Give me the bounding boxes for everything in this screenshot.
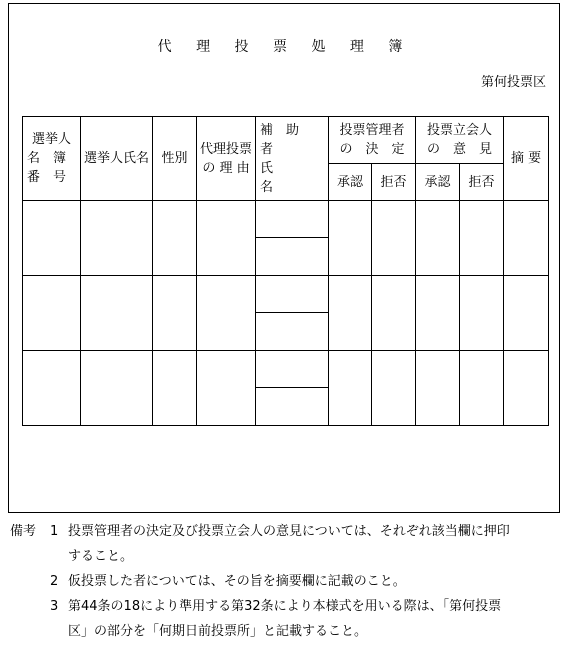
cell-elector-number[interactable] bbox=[23, 351, 81, 426]
header-manager-approve: 承認 bbox=[329, 164, 372, 201]
cell-assistant-1[interactable] bbox=[256, 351, 328, 388]
header-witness-opinion: 投票立会人 の 意 見 bbox=[416, 117, 504, 164]
cell-witness-approve[interactable] bbox=[416, 201, 460, 276]
note-number: 3 bbox=[50, 599, 59, 614]
table-row bbox=[23, 351, 549, 426]
header-elector-number: 選挙人 名 簿 番 号 bbox=[23, 117, 81, 201]
header-witness-approve: 承認 bbox=[416, 164, 460, 201]
document-title: 代 理 投 票 処 理 簿 bbox=[157, 39, 413, 55]
cell-elector-name[interactable] bbox=[81, 201, 153, 276]
note-text-line: 投票管理者の決定及び投票立会人の意見については、それぞれ該当欄に押印 bbox=[68, 524, 510, 539]
cell-manager-approve[interactable] bbox=[329, 276, 372, 351]
cell-assistant-2[interactable] bbox=[256, 313, 328, 350]
cell-elector-name[interactable] bbox=[81, 276, 153, 351]
cell-elector-number[interactable] bbox=[23, 276, 81, 351]
cell-reason[interactable] bbox=[197, 201, 256, 276]
header-gender: 性別 bbox=[153, 117, 197, 201]
header-reason: 代理投票 の 理 由 bbox=[197, 117, 256, 201]
cell-elector-number[interactable] bbox=[23, 201, 81, 276]
table-row bbox=[23, 201, 549, 276]
note-item bbox=[10, 594, 582, 644]
header-manager-reject: 拒否 bbox=[372, 164, 416, 201]
cell-elector-name[interactable] bbox=[81, 351, 153, 426]
note-number: 2 bbox=[50, 574, 59, 589]
cell-remarks[interactable] bbox=[504, 351, 549, 426]
cell-gender[interactable] bbox=[153, 201, 197, 276]
cell-witness-approve[interactable] bbox=[416, 276, 460, 351]
cell-remarks[interactable] bbox=[504, 276, 549, 351]
note-item bbox=[10, 519, 582, 569]
cell-assistant-1[interactable] bbox=[256, 201, 328, 238]
cell-assistant-2[interactable] bbox=[256, 388, 328, 425]
cell-manager-reject[interactable] bbox=[372, 201, 416, 276]
note-item bbox=[10, 569, 582, 594]
cell-witness-reject[interactable] bbox=[460, 351, 504, 426]
cell-manager-approve[interactable] bbox=[329, 201, 372, 276]
cell-reason[interactable] bbox=[197, 276, 256, 351]
cell-gender[interactable] bbox=[153, 276, 197, 351]
header-elector-name: 選挙人氏名 bbox=[81, 117, 153, 201]
cell-witness-reject[interactable] bbox=[460, 276, 504, 351]
cell-witness-reject[interactable] bbox=[460, 201, 504, 276]
notes-section bbox=[10, 519, 582, 644]
header-manager-decision: 投票管理者 の 決 定 bbox=[329, 117, 416, 164]
cell-assistant bbox=[256, 351, 329, 426]
cell-manager-reject[interactable] bbox=[372, 351, 416, 426]
cell-manager-approve[interactable] bbox=[329, 351, 372, 426]
header-witness-reject: 拒否 bbox=[460, 164, 504, 201]
cell-assistant bbox=[256, 201, 329, 276]
cell-gender[interactable] bbox=[153, 351, 197, 426]
proxy-vote-table bbox=[22, 116, 549, 426]
note-text-line: すること。 bbox=[68, 549, 134, 564]
cell-manager-reject[interactable] bbox=[372, 276, 416, 351]
note-text-line: 第44条の18により準用する第32条により本様式を用いる際は、「第何投票 bbox=[68, 599, 502, 614]
table-row bbox=[23, 276, 549, 351]
header-remarks: 摘 要 bbox=[504, 117, 549, 201]
cell-reason[interactable] bbox=[197, 351, 256, 426]
form-frame bbox=[8, 3, 560, 513]
header-assistant: 補 助 者 氏 名 bbox=[256, 117, 329, 201]
cell-assistant bbox=[256, 276, 329, 351]
cell-remarks[interactable] bbox=[504, 201, 549, 276]
polling-district: 第何投票区 bbox=[480, 75, 546, 90]
cell-witness-approve[interactable] bbox=[416, 351, 460, 426]
notes-label: 備考 bbox=[10, 524, 37, 539]
note-text-line: 仮投票した者については、その旨を摘要欄に記載のこと。 bbox=[68, 574, 406, 589]
cell-assistant-2[interactable] bbox=[256, 238, 328, 275]
cell-assistant-1[interactable] bbox=[256, 276, 328, 313]
note-text-line: 区」の部分を「何期日前投票所」と記載すること。 bbox=[68, 624, 368, 639]
note-number: 1 bbox=[50, 524, 59, 539]
